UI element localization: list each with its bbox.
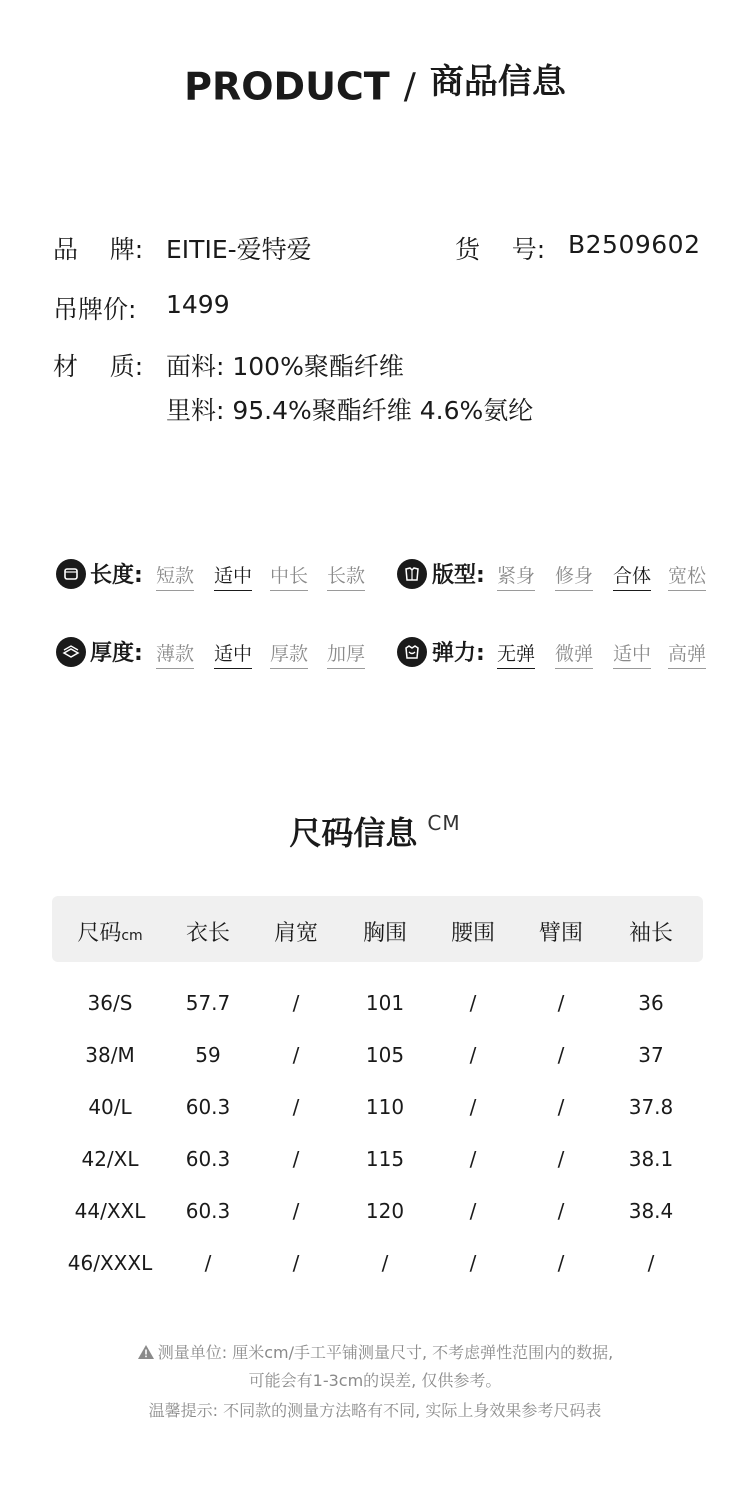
note-line-1	[0, 1340, 750, 1363]
table-cell: /	[292, 1043, 300, 1067]
table-cell: /	[647, 1251, 655, 1275]
table-cell: /	[557, 1147, 565, 1171]
table-cell: /	[292, 1251, 300, 1275]
table-cell: /	[204, 1251, 212, 1275]
table-cell: /	[557, 991, 565, 1015]
table-cell: /	[381, 1251, 389, 1275]
item-no-value: B2509602	[568, 230, 701, 259]
price-label: 吊牌价:	[53, 295, 137, 324]
table-cell: /	[469, 1095, 477, 1119]
table-cell: 115	[365, 1147, 405, 1171]
table-cell: 38.1	[628, 1147, 674, 1171]
attribute-option: 厚款	[270, 639, 308, 669]
attribute-option: 适中	[613, 639, 651, 669]
table-cell: 120	[365, 1199, 405, 1223]
table-row-size: 42/XL	[81, 1147, 139, 1171]
attribute-label: 版型:	[432, 563, 485, 588]
table-cell: /	[557, 1199, 565, 1223]
table-cell: 37	[638, 1043, 664, 1067]
attribute-option: 薄款	[156, 639, 194, 669]
fit-shape-icon	[397, 559, 427, 589]
table-row-size: 36/S	[87, 991, 133, 1015]
attribute-option: 高弹	[668, 639, 706, 669]
table-header-cell: 衣长	[185, 921, 230, 946]
table-cell: 60.3	[185, 1095, 231, 1119]
fabric-thickness-icon	[56, 637, 86, 667]
table-row-size: 38/M	[85, 1043, 135, 1067]
table-cell: /	[292, 1199, 300, 1223]
table-cell: 36	[638, 991, 664, 1015]
table-header-cell: 臂围	[538, 921, 583, 946]
attribute-option: 适中	[214, 639, 252, 669]
header-unit: cm	[121, 928, 143, 944]
note-line-1-text: 测量单位: 厘米cm/手工平铺测量尺寸, 不考虑弹性范围内的数据,	[157, 1343, 614, 1362]
table-cell: /	[557, 1095, 565, 1119]
table-cell: 57.7	[185, 991, 231, 1015]
attribute-option: 紧身	[497, 561, 535, 591]
attribute-option: 合体	[613, 561, 651, 591]
header-title-en: PRODUCT	[184, 64, 390, 109]
brand-label: 品 牌:	[53, 235, 144, 264]
note-line-3: 温馨提示: 不同款的测量方法略有不同, 实际上身效果参考尺码表	[148, 1401, 602, 1420]
table-cell: 110	[365, 1095, 405, 1119]
attribute-label: 弹力:	[432, 641, 485, 666]
table-cell: /	[469, 1147, 477, 1171]
table-cell: /	[469, 991, 477, 1015]
table-cell: 101	[365, 991, 405, 1015]
table-cell: /	[469, 1251, 477, 1275]
table-cell: 59	[195, 1043, 221, 1067]
item-no-label: 货 号:	[455, 235, 546, 264]
attribute-option: 中长	[270, 561, 308, 591]
attribute-option: 长款	[327, 561, 365, 591]
size-title-text: 尺码信息	[289, 814, 418, 852]
table-row-size: 44/XXL	[74, 1199, 146, 1223]
table-header-cell: 肩宽	[273, 921, 318, 946]
table-cell: /	[292, 991, 300, 1015]
table-cell: /	[292, 1147, 300, 1171]
warning-icon	[137, 1344, 155, 1360]
attribute-label: 长度:	[90, 563, 143, 588]
table-header-cell: 袖长	[628, 921, 673, 946]
coat-length-icon	[56, 559, 86, 589]
table-header-cell: 胸围	[362, 921, 407, 946]
table-cell: /	[469, 1043, 477, 1067]
attribute-option: 修身	[555, 561, 593, 591]
attribute-option: 宽松	[668, 561, 706, 591]
table-cell: 60.3	[185, 1199, 231, 1223]
table-header-cell: 腰围	[450, 921, 495, 946]
size-title-unit: CM	[427, 811, 461, 835]
table-cell: /	[557, 1043, 565, 1067]
table-cell: 37.8	[628, 1095, 674, 1119]
elasticity-icon	[397, 637, 427, 667]
table-cell: 38.4	[628, 1199, 674, 1223]
attribute-option: 适中	[214, 561, 252, 591]
table-header-cell: 尺码cm	[77, 921, 143, 946]
material-lining: 里料: 95.4%聚酯纤维 4.6%氨纶	[166, 396, 534, 425]
note-line-2: 可能会有1-3cm的误差, 仅供参考。	[248, 1371, 502, 1390]
price-value: 1499	[166, 290, 230, 319]
size-section-title	[0, 808, 750, 854]
attribute-option: 加厚	[327, 639, 365, 669]
table-cell: 60.3	[185, 1147, 231, 1171]
attribute-option: 微弹	[555, 639, 593, 669]
page-header	[0, 62, 750, 111]
table-row-size: 40/L	[88, 1095, 132, 1119]
table-cell: /	[469, 1199, 477, 1223]
table-cell: /	[292, 1095, 300, 1119]
table-cell: /	[557, 1251, 565, 1275]
table-cell: 105	[365, 1043, 405, 1067]
attribute-label: 厚度:	[90, 641, 143, 666]
header-title-cn: 商品信息	[429, 62, 566, 102]
header-separator: /	[403, 66, 416, 107]
attribute-option: 无弹	[497, 639, 535, 669]
table-row-size: 46/XXXL	[67, 1251, 153, 1275]
material-outer: 面料: 100%聚酯纤维	[166, 352, 404, 381]
brand-value: EITIE-爱特爱	[166, 235, 312, 264]
attribute-option: 短款	[156, 561, 194, 591]
material-label: 材 质:	[53, 352, 144, 381]
